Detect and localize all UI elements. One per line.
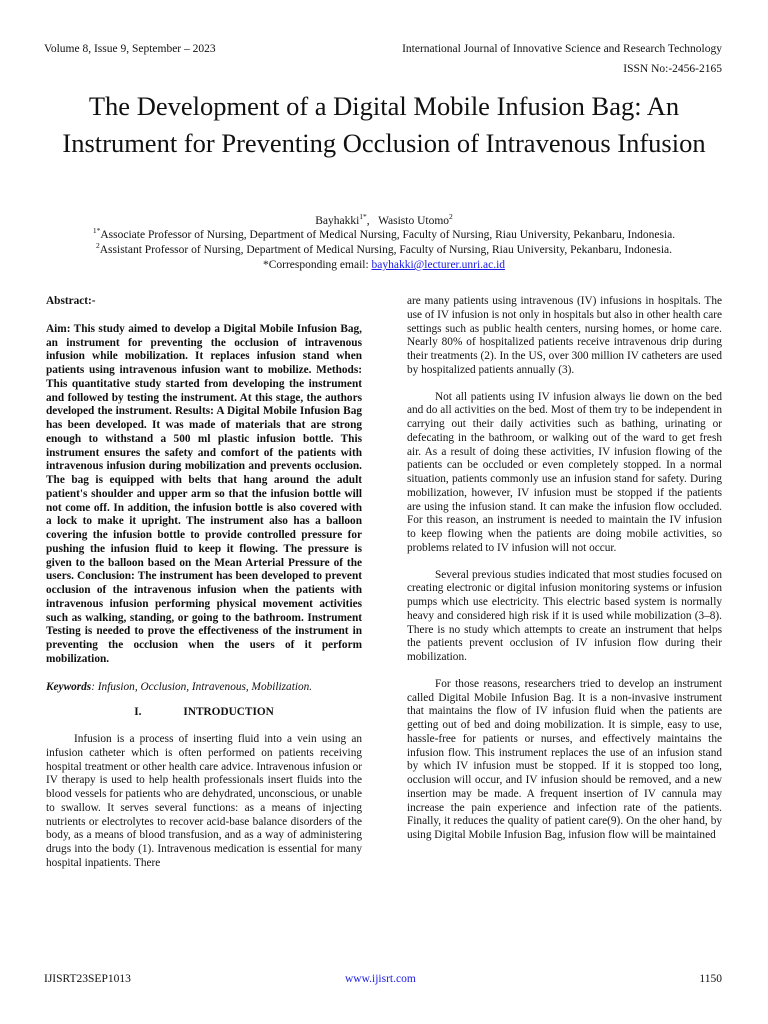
intro-paragraph-1: Infusion is a process of inserting fluid into a vein using an infusion catheter which is often performed on patients receiving hospital treatment or other health care advice. Intravenous infusion or IV therapy is used to help health professionals insert fluids into the blood vessels for patients who are dehydrated, unconscious, or unable to swallow. It serves several functions: as a means of injecting nutrients or electrolytes to recover acid-base balance disorders of the body, as a means of blood transfusion, and as a way of administering drugs into the body (1). Intravenous medication is essential for many hospital inpatients. There [46, 733, 362, 869]
intro-paragraph-3: Several previous studies indicated that most studies focused on creating electronic or digital infusion monitoring systems or infusion pumps which use electricity. This electric based system is normally heavy and considered high risk if it is used while mobilization (3–8). There is no study which attempts to create an instrument that helps the patients prevent occlusion of IV infusion flow during their mobilization. [407, 568, 722, 663]
issn-number: ISSN No:-2456-2165 [623, 63, 722, 75]
journal-name: International Journal of Innovative Science and Research Technology [402, 43, 722, 55]
paper-title: The Development of a Digital Mobile Infusion Bag: An Instrument for Preventing Occlusion of Intravenous Infusion [62, 91, 706, 158]
keywords-text: : Infusion, Occlusion, Intravenous, Mobilization. [91, 680, 313, 693]
author-1-name: Bayhakki [315, 215, 360, 227]
affiliation-1 [30, 228, 738, 242]
intro-paragraph-4: For those reasons, researchers tried to develop an instrument called Digital Mobile Infusion Bag. It is a non-invasive instrument that maintains the flow of IV infusion fluid when the patients are getting out of bed and doing mobilization. It is simple, easy to use, hassle-free for patients or nurses, and effectively maintains the infusion flow. This instrument replaces the use of an infusion stand by which IV infusion must be stopped. If it is stopped too long, occlusion will occur, and IV infusion should be removed, and a new insertion may be made. A frequent insertion of IV cannula may increase the pain experience and infection rate of the patients. Finally, it reduces the quality of patient care(9). On the oher hand, by using Digital Mobile Infusion Bag, infusion flow will be maintained [407, 677, 722, 841]
keywords-line [46, 681, 362, 695]
corresponding-label: *Corresponding email: [262, 259, 372, 271]
corresponding-author [30, 258, 738, 272]
affiliation-2-text: Assistant Professor of Nursing, Department of Medical Nursing, Faculty of Nursing, Riau University, Pekanbaru, Indonesia. [99, 244, 672, 256]
affiliation-1-text: Associate Professor of Nursing, Department of Medical Nursing, Faculty of Nursing, Riau University, Pekanbaru, Indonesia. [100, 229, 676, 241]
section-number: I. [134, 706, 142, 719]
keywords-label: Keywords [46, 680, 92, 693]
abstract-body: Aim: This study aimed to develop a Digital Mobile Infusion Bag, an instrument for preventing the occlusion of intravenous infusion while mobilization. It replaces infusion stand when patients using intravenous infusion want to mobilize. Methods: This quantitative study started from developing the instrument and followed by testing the instrument. At this stage, the authors developed the instrument. Results: A Digital Mobile Infusion Bag has been developed. It was made of materials that are strong enough to withstand a 500 ml plastic infusion bottle. This instrument ensures the safety and comfort of the patients with intravenous infusion during mobilization and prevents occlusion. The bag is equipped with belts that hang around the adult patient's shoulder and upper arm so that the infusion bottle will not come off. In addition, the infusion bottle is also covered with a lock to make it upright. The instrument also has a balloon covering the infusion bottle to provide controlled pressure for pushing the infusion fluid to keep it flowing. The pressure is given to the balloon based on the Mean Arterial Pressure of the users. Conclusion: The instrument has been developed to prevent occlusion of the intravenous infusion when the patients with intravenous infusion performing physical movement activities such as walking, standing, or going to the bathroom. Instrument Testing is needed to prove the effectiveness of the instrument in preventing the occlusion when the users of it perform mobilization. [46, 322, 362, 665]
section-heading-introduction [46, 706, 362, 720]
journal-volume-issue: Volume 8, Issue 9, September – 2023 [44, 43, 216, 55]
right-column [407, 295, 722, 843]
section-title: INTRODUCTION [183, 706, 274, 719]
author-list [30, 214, 738, 228]
left-column [46, 295, 362, 871]
footer-website-link[interactable]: www.ijisrt.com [345, 973, 416, 985]
corresponding-email-link[interactable]: bayhakki@lecturer.unri.ac.id [371, 259, 506, 271]
footer-page-number: 1150 [699, 973, 722, 985]
affiliation-1-superscript: 1* [92, 226, 101, 236]
intro-paragraph-2: Not all patients using IV infusion always lie down on the bed and do all activities on the bed. Most of them try to be independent in carrying out their daily activities such as bathing, urinating or defecating in the bathroom, or walking out of the ward to get fresh air. As a result of doing these activities, IV infusion flowing of the patients can be occluded or even completely stopped. In a normal situation, patients commonly use an infusion stand for safety. During mobilization, however, IV infusion must be stopped if the patients are using the infusion stand. It can make the infusion flow occluded. For this reason, an instrument is needed to maintain the IV infusion to keep flowing when the patients are doing mobile activities, so problems related to IV infusion will not occur. [407, 390, 722, 554]
affiliation-2 [30, 243, 738, 257]
author-1-superscript: 1* [359, 212, 367, 222]
affiliation-2-superscript: 2 [96, 241, 100, 251]
author-separator: , [366, 215, 379, 227]
author-2-name: Wasisto Utomo [378, 215, 450, 227]
abstract-heading: Abstract:- [46, 295, 96, 307]
footer-article-id: IJISRT23SEP1013 [44, 973, 131, 985]
author-2-superscript: 2 [449, 212, 453, 222]
intro-paragraph-continued: are many patients using intravenous (IV) infusions in hospitals. The use of IV infusion is not only in hospitals but also in other health care settings such as public health centers, nursing homes, or home care. Nearly 80% of hospitalized patients receive intravenous drip during their treatments (2). In the US, over 300 million IV catheters are used by hospitalized patients annually (3). [407, 295, 722, 376]
